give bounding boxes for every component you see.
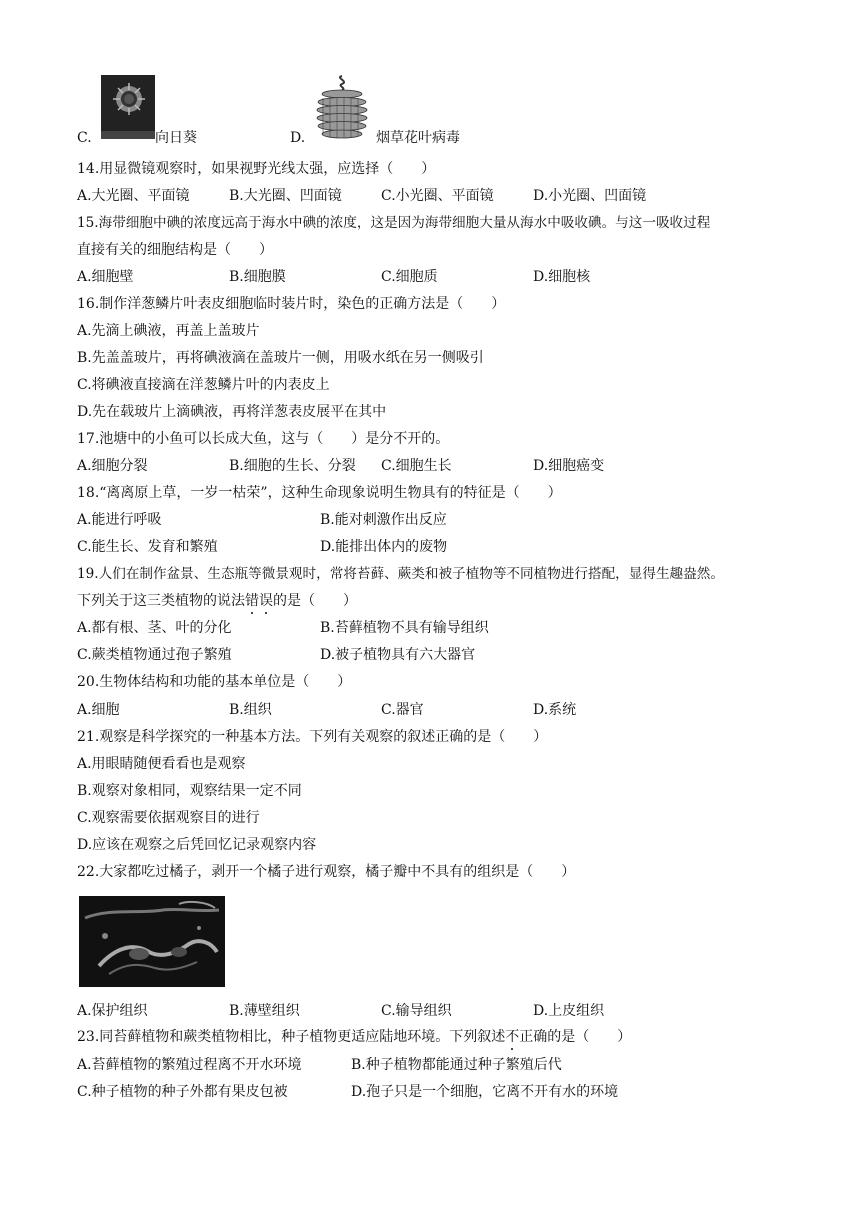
q21-option-a: A.用眼睛随便看看也是观察 (77, 756, 246, 772)
q19-emphasis-1: 错 (245, 593, 259, 609)
q18-option-c: C.能生长、发育和繁殖 (77, 539, 218, 555)
q19-stem-part-a: 下列关于这三类植物的说法 (77, 593, 245, 609)
q22-stem: 22.大家都吃过橘子，剥开一个橘子进行观察，橘子瓣中不具有的组织是（ ） (77, 864, 576, 880)
q20-stem: 20.生物体结构和功能的基本单位是（ ） (77, 674, 352, 690)
q13-option-c-letter: C. (77, 130, 92, 146)
virus-icon (311, 72, 373, 144)
q22-option-d: D.上皮组织 (533, 1003, 605, 1019)
q23-option-d: D.孢子只是一个细胞，它离不开有水的环境 (351, 1084, 619, 1100)
q16-stem: 16.制作洋葱鳞片叶表皮细胞临时装片时，染色的正确方法是（ ） (77, 296, 506, 312)
q15-stem-line2: 直接有关的细胞结构是（ ） (77, 242, 273, 258)
q15-option-d: D.细胞核 (533, 269, 591, 285)
q18-option-b: B.能对刺激作出反应 (320, 512, 447, 528)
q17-option-c: C.细胞生长 (381, 458, 452, 474)
q17-option-b: B.细胞的生长、分裂 (229, 458, 356, 474)
q13-option-d-letter: D. (290, 130, 306, 146)
q16-option-a: A.先滴上碘液，再盖上盖玻片 (77, 323, 260, 339)
q19-stem-line2 (77, 591, 357, 611)
q20-option-d: D.系统 (533, 702, 577, 718)
q16-option-b: B.先盖盖玻片，再将碘液滴在盖玻片一侧，用吸水纸在另一侧吸引 (77, 350, 484, 366)
q20-option-c: C.器官 (381, 702, 424, 718)
q23-stem (77, 1027, 631, 1047)
sunflower-icon (101, 75, 155, 139)
q21-stem: 21.观察是科学探究的一种基本方法。下列有关观察的叙述正确的是（ ） (77, 729, 548, 745)
q23-stem-part-b: 正确的是（ ） (519, 1029, 632, 1045)
q14-option-c: C.小光圈、平面镜 (381, 188, 494, 204)
q22-option-c: C.输导组织 (381, 1003, 452, 1019)
q14-option-d: D.小光圈、凹面镜 (533, 188, 647, 204)
q19-option-a: A.都有根、茎、叶的分化 (77, 620, 232, 636)
q14-option-a: A.大光圈、平面镜 (77, 188, 190, 204)
q19-stem-line1: 19.人们在制作盆景、生态瓶等微景观时，常将苔藓、蕨类和被子植物等不同植物进行搭配，显得生趣盎然。 (77, 566, 724, 582)
q21-option-d: D.应该在观察之后凭回忆记录观察内容 (77, 837, 317, 853)
q15-option-c: C.细胞质 (381, 269, 438, 285)
q18-stem: 18.“离离原上草，一岁一枯荣”，这种生命现象说明生物具有的特征是（ ） (77, 485, 562, 501)
q21-option-b: B.观察对象相同，观察结果一定不同 (77, 783, 302, 799)
q23-option-c: C.种子植物的种子外都有果皮包被 (77, 1084, 288, 1100)
q15-option-b: B.细胞膜 (229, 269, 286, 285)
q19-stem-part-b: 的是（ ） (273, 593, 357, 609)
q14-stem: 14.用显微镜观察时，如果视野光线太强，应选择（ ） (77, 161, 436, 177)
sunflower-image (101, 75, 155, 139)
q23-option-a: A.苔藓植物的繁殖过程离不开水环境 (77, 1057, 302, 1073)
orange-segment-micrograph (79, 896, 225, 987)
q20-option-a: A.细胞 (77, 702, 120, 718)
q23-option-b: B.种子植物都能通过种子繁殖后代 (351, 1057, 562, 1073)
q19-emphasis-2: 误 (259, 593, 273, 609)
q21-option-c: C.观察需要依据观察目的进行 (77, 810, 260, 826)
q19-option-b: B.苔藓植物不具有输导组织 (320, 620, 489, 636)
q15-option-a: A.细胞壁 (77, 269, 134, 285)
q18-option-a: A.能进行呼吸 (77, 512, 162, 528)
q22-option-b: B.薄壁组织 (229, 1003, 300, 1019)
q17-stem: 17.池塘中的小鱼可以长成大鱼，这与（ ）是分不开的。 (77, 431, 450, 447)
q18-option-d: D.能排出体内的废物 (320, 539, 448, 555)
q20-option-b: B.组织 (229, 702, 272, 718)
q19-option-d: D.被子植物具有六大器官 (320, 647, 476, 663)
q17-option-a: A.细胞分裂 (77, 458, 148, 474)
q19-option-c: C.蕨类植物通过孢子繁殖 (77, 647, 232, 663)
q14-option-b: B.大光圈、凹面镜 (229, 188, 342, 204)
q13-option-d-text: 烟草花叶病毒 (376, 130, 460, 146)
q13-option-c-text: 向日葵 (155, 130, 197, 146)
q22-option-a: A.保护组织 (77, 1003, 148, 1019)
q17-option-d: D.细胞癌变 (533, 458, 605, 474)
micrograph-icon (79, 896, 225, 987)
tobacco-mosaic-virus-image (311, 72, 373, 144)
q15-stem-line1: 15.海带细胞中碘的浓度远高于海水中碘的浓度，这是因为海带细胞大量从海水中吸收碘。与这一吸收过程 (77, 215, 711, 231)
q23-emphasis: 不 (505, 1029, 520, 1045)
q23-stem-part-a: 23.同苔藓植物和蕨类植物相比，种子植物更适应陆地环境。下列叙述 (77, 1029, 506, 1045)
q16-option-c: C.将碘液直接滴在洋葱鳞片叶的内表皮上 (77, 377, 330, 393)
q16-option-d: D.先在载玻片上滴碘液，再将洋葱表皮展平在其中 (77, 404, 387, 420)
